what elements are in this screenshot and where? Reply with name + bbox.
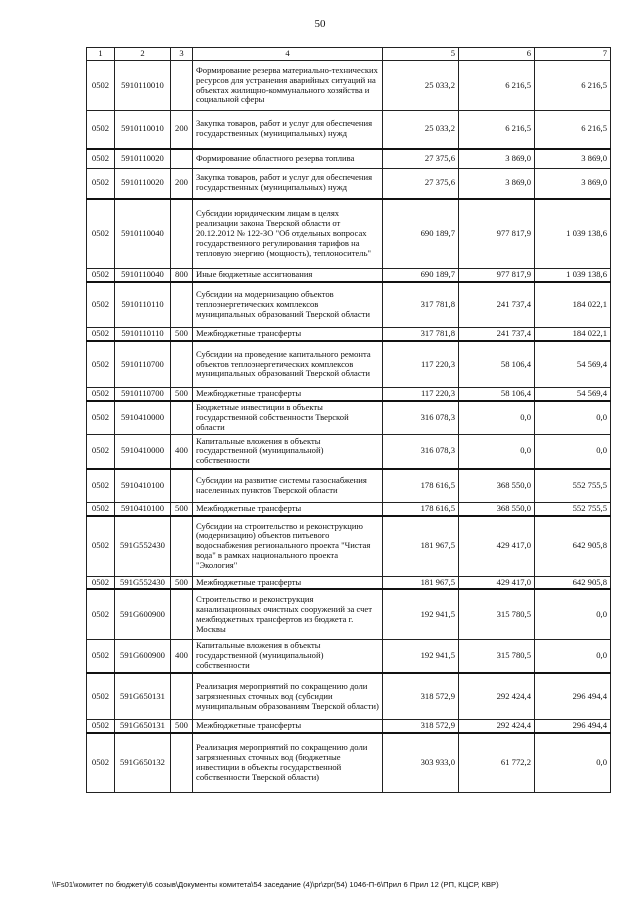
table-row bbox=[87, 328, 611, 341]
table-row bbox=[87, 111, 611, 149]
cell-v3: 6 216,5 bbox=[535, 111, 611, 149]
cell-type: 500 bbox=[171, 503, 193, 516]
cell-code: 5910410100 bbox=[115, 503, 171, 516]
cell-v2: 0,0 bbox=[459, 401, 535, 435]
cell-type bbox=[171, 733, 193, 793]
cell-name: Субсидии на проведение капитального ремонта объектов теплоэнергетических комплексов муниципальных образований Тверской области bbox=[193, 341, 383, 387]
cell-code: 591G552430 bbox=[115, 516, 171, 576]
cell-type: 800 bbox=[171, 269, 193, 282]
cell-name: Субсидии на модернизацию объектов теплоэнергетических комплексов муниципальных образований Тверской области bbox=[193, 282, 383, 328]
cell-type bbox=[171, 61, 193, 111]
cell-type: 200 bbox=[171, 169, 193, 199]
cell-v3: 0,0 bbox=[535, 589, 611, 639]
cell-v2: 3 869,0 bbox=[459, 149, 535, 169]
cell-v3: 642 905,8 bbox=[535, 516, 611, 576]
cell-section: 0502 bbox=[87, 733, 115, 793]
cell-name: Формирование областного резерва топлива bbox=[193, 149, 383, 169]
table-row bbox=[87, 61, 611, 111]
cell-v2: 61 772,2 bbox=[459, 733, 535, 793]
cell-v1: 192 941,5 bbox=[383, 639, 459, 673]
cell-code: 5910410000 bbox=[115, 435, 171, 469]
cell-v3: 552 755,5 bbox=[535, 469, 611, 503]
cell-code: 591G600900 bbox=[115, 589, 171, 639]
cell-v3: 642 905,8 bbox=[535, 576, 611, 589]
cell-section: 0502 bbox=[87, 61, 115, 111]
cell-section: 0502 bbox=[87, 282, 115, 328]
cell-type: 400 bbox=[171, 435, 193, 469]
cell-name: Формирование резерва материально-технических ресурсов для устранения аварийных ситуаций на объектах жилищно-коммунального хозяйства и социальной сферы bbox=[193, 61, 383, 111]
cell-section: 0502 bbox=[87, 435, 115, 469]
cell-code: 5910110010 bbox=[115, 61, 171, 111]
cell-v1: 317 781,8 bbox=[383, 328, 459, 341]
table-row bbox=[87, 269, 611, 282]
cell-v2: 6 216,5 bbox=[459, 61, 535, 111]
cell-v1: 117 220,3 bbox=[383, 387, 459, 400]
table-row bbox=[87, 169, 611, 199]
cell-v1: 318 572,9 bbox=[383, 673, 459, 719]
cell-code: 5910410100 bbox=[115, 469, 171, 503]
table-header-row bbox=[87, 48, 611, 61]
table-row bbox=[87, 503, 611, 516]
cell-v1: 25 033,2 bbox=[383, 61, 459, 111]
table-row bbox=[87, 282, 611, 328]
cell-section: 0502 bbox=[87, 269, 115, 282]
file-path-footer: \\Fs01\комитет по бюджету\6 созыв\Документы комитета\54 заседание (4)\pr\zpr(54) 1046-П-6\Прил 6 Прил 12 (РП, КЦСР, КВР) bbox=[52, 880, 499, 889]
cell-name: Межбюджетные трансферты bbox=[193, 576, 383, 589]
cell-section: 0502 bbox=[87, 639, 115, 673]
table-row bbox=[87, 673, 611, 719]
table-row bbox=[87, 589, 611, 639]
cell-name: Межбюджетные трансферты bbox=[193, 328, 383, 341]
cell-type: 400 bbox=[171, 639, 193, 673]
cell-v2: 429 417,0 bbox=[459, 516, 535, 576]
cell-section: 0502 bbox=[87, 111, 115, 149]
cell-v3: 3 869,0 bbox=[535, 149, 611, 169]
cell-name: Субсидии на строительство и реконструкцию (модернизацию) объектов питьевого водоснабжения регионального проекта "Чистая вода" в рамках национального проекта "Экология" bbox=[193, 516, 383, 576]
cell-code: 5910110700 bbox=[115, 387, 171, 400]
cell-v1: 181 967,5 bbox=[383, 516, 459, 576]
cell-v3: 0,0 bbox=[535, 401, 611, 435]
cell-v2: 6 216,5 bbox=[459, 111, 535, 149]
cell-v2: 241 737,4 bbox=[459, 328, 535, 341]
table-row bbox=[87, 341, 611, 387]
cell-section: 0502 bbox=[87, 341, 115, 387]
cell-v1: 117 220,3 bbox=[383, 341, 459, 387]
cell-v1: 178 616,5 bbox=[383, 469, 459, 503]
cell-v1: 317 781,8 bbox=[383, 282, 459, 328]
cell-section: 0502 bbox=[87, 149, 115, 169]
cell-section: 0502 bbox=[87, 401, 115, 435]
cell-code: 5910110110 bbox=[115, 282, 171, 328]
cell-type bbox=[171, 282, 193, 328]
cell-v1: 181 967,5 bbox=[383, 576, 459, 589]
column-header: 4 bbox=[193, 48, 383, 61]
cell-name: Межбюджетные трансферты bbox=[193, 387, 383, 400]
cell-v1: 27 375,6 bbox=[383, 149, 459, 169]
cell-v3: 1 039 138,6 bbox=[535, 199, 611, 269]
table-row bbox=[87, 733, 611, 793]
cell-v2: 977 817,9 bbox=[459, 269, 535, 282]
cell-v2: 58 106,4 bbox=[459, 341, 535, 387]
cell-v2: 368 550,0 bbox=[459, 503, 535, 516]
cell-v2: 58 106,4 bbox=[459, 387, 535, 400]
cell-v2: 315 780,5 bbox=[459, 589, 535, 639]
table-row bbox=[87, 149, 611, 169]
cell-type bbox=[171, 199, 193, 269]
cell-code: 5910110110 bbox=[115, 328, 171, 341]
cell-v1: 690 189,7 bbox=[383, 199, 459, 269]
cell-section: 0502 bbox=[87, 387, 115, 400]
cell-v2: 0,0 bbox=[459, 435, 535, 469]
column-header: 3 bbox=[171, 48, 193, 61]
cell-name: Строительство и реконструкция канализационных очистных сооружений за счет межбюджетных трансфертов из бюджета г. Москвы bbox=[193, 589, 383, 639]
cell-section: 0502 bbox=[87, 719, 115, 732]
cell-name: Капитальные вложения в объекты государственной (муниципальной) собственности bbox=[193, 435, 383, 469]
cell-v1: 178 616,5 bbox=[383, 503, 459, 516]
table-row bbox=[87, 387, 611, 400]
column-header: 1 bbox=[87, 48, 115, 61]
cell-type bbox=[171, 469, 193, 503]
cell-type: 200 bbox=[171, 111, 193, 149]
cell-name: Реализация мероприятий по сокращению доли загрязненных сточных вод (бюджетные инвестиции в объекты государственной собственности Тверской области) bbox=[193, 733, 383, 793]
table-row bbox=[87, 576, 611, 589]
cell-section: 0502 bbox=[87, 516, 115, 576]
cell-code: 5910110040 bbox=[115, 199, 171, 269]
table-row bbox=[87, 516, 611, 576]
table-row bbox=[87, 435, 611, 469]
table-row bbox=[87, 719, 611, 732]
cell-name: Реализация мероприятий по сокращению доли загрязненных сточных вод (субсидии муниципальным образованиям Тверской области) bbox=[193, 673, 383, 719]
cell-v3: 0,0 bbox=[535, 639, 611, 673]
cell-code: 5910410000 bbox=[115, 401, 171, 435]
cell-type: 500 bbox=[171, 387, 193, 400]
cell-v2: 429 417,0 bbox=[459, 576, 535, 589]
cell-v1: 25 033,2 bbox=[383, 111, 459, 149]
cell-code: 5910110020 bbox=[115, 169, 171, 199]
cell-type bbox=[171, 341, 193, 387]
cell-code: 5910110700 bbox=[115, 341, 171, 387]
cell-code: 591G650132 bbox=[115, 733, 171, 793]
cell-section: 0502 bbox=[87, 503, 115, 516]
cell-v3: 296 494,4 bbox=[535, 673, 611, 719]
cell-v3: 54 569,4 bbox=[535, 341, 611, 387]
cell-v2: 977 817,9 bbox=[459, 199, 535, 269]
cell-name: Капитальные вложения в объекты государственной (муниципальной) собственности bbox=[193, 639, 383, 673]
column-header: 7 bbox=[535, 48, 611, 61]
cell-code: 591G650131 bbox=[115, 673, 171, 719]
table-row bbox=[87, 639, 611, 673]
cell-v2: 292 424,4 bbox=[459, 673, 535, 719]
cell-section: 0502 bbox=[87, 673, 115, 719]
cell-v2: 315 780,5 bbox=[459, 639, 535, 673]
cell-v1: 303 933,0 bbox=[383, 733, 459, 793]
cell-type: 500 bbox=[171, 576, 193, 589]
cell-section: 0502 bbox=[87, 169, 115, 199]
cell-code: 591G650131 bbox=[115, 719, 171, 732]
cell-name: Бюджетные инвестиции в объекты государственной собственности Тверской области bbox=[193, 401, 383, 435]
cell-code: 591G600900 bbox=[115, 639, 171, 673]
cell-name: Иные бюджетные ассигнования bbox=[193, 269, 383, 282]
column-header: 2 bbox=[115, 48, 171, 61]
cell-v3: 552 755,5 bbox=[535, 503, 611, 516]
column-header: 6 bbox=[459, 48, 535, 61]
cell-type: 500 bbox=[171, 328, 193, 341]
table-row bbox=[87, 469, 611, 503]
page-number: 50 bbox=[314, 18, 326, 30]
cell-v1: 192 941,5 bbox=[383, 589, 459, 639]
table-row bbox=[87, 199, 611, 269]
cell-section: 0502 bbox=[87, 199, 115, 269]
cell-v3: 0,0 bbox=[535, 733, 611, 793]
cell-type bbox=[171, 149, 193, 169]
cell-code: 5910110010 bbox=[115, 111, 171, 149]
cell-v3: 3 869,0 bbox=[535, 169, 611, 199]
table-row bbox=[87, 401, 611, 435]
cell-v1: 316 078,3 bbox=[383, 401, 459, 435]
cell-code: 591G552430 bbox=[115, 576, 171, 589]
cell-name: Межбюджетные трансферты bbox=[193, 719, 383, 732]
cell-v3: 0,0 bbox=[535, 435, 611, 469]
cell-code: 5910110040 bbox=[115, 269, 171, 282]
cell-section: 0502 bbox=[87, 328, 115, 341]
cell-v2: 241 737,4 bbox=[459, 282, 535, 328]
cell-type bbox=[171, 401, 193, 435]
cell-section: 0502 bbox=[87, 576, 115, 589]
cell-v3: 54 569,4 bbox=[535, 387, 611, 400]
cell-section: 0502 bbox=[87, 469, 115, 503]
cell-code: 5910110020 bbox=[115, 149, 171, 169]
cell-v3: 6 216,5 bbox=[535, 61, 611, 111]
column-header: 5 bbox=[383, 48, 459, 61]
cell-name: Субсидии юридическим лицам в целях реализации закона Тверской области от 20.12.2012 № 122-ЗО "Об отдельных вопросах государственного регулирования тарифов на тепловую энергию (мощность), теплоноситель" bbox=[193, 199, 383, 269]
cell-type bbox=[171, 516, 193, 576]
cell-type: 500 bbox=[171, 719, 193, 732]
cell-name: Закупка товаров, работ и услуг для обеспечения государственных (муниципальных) нужд bbox=[193, 169, 383, 199]
cell-v2: 3 869,0 bbox=[459, 169, 535, 199]
cell-v3: 1 039 138,6 bbox=[535, 269, 611, 282]
cell-v3: 184 022,1 bbox=[535, 328, 611, 341]
cell-type bbox=[171, 673, 193, 719]
cell-v2: 292 424,4 bbox=[459, 719, 535, 732]
cell-v3: 184 022,1 bbox=[535, 282, 611, 328]
cell-name: Межбюджетные трансферты bbox=[193, 503, 383, 516]
cell-section: 0502 bbox=[87, 589, 115, 639]
cell-v3: 296 494,4 bbox=[535, 719, 611, 732]
cell-name: Закупка товаров, работ и услуг для обеспечения государственных (муниципальных) нужд bbox=[193, 111, 383, 149]
cell-v1: 316 078,3 bbox=[383, 435, 459, 469]
cell-v1: 27 375,6 bbox=[383, 169, 459, 199]
cell-v1: 690 189,7 bbox=[383, 269, 459, 282]
cell-v1: 318 572,9 bbox=[383, 719, 459, 732]
cell-name: Субсидии на развитие системы газоснабжения населенных пунктов Тверской области bbox=[193, 469, 383, 503]
cell-type bbox=[171, 589, 193, 639]
cell-v2: 368 550,0 bbox=[459, 469, 535, 503]
budget-table bbox=[86, 47, 611, 793]
